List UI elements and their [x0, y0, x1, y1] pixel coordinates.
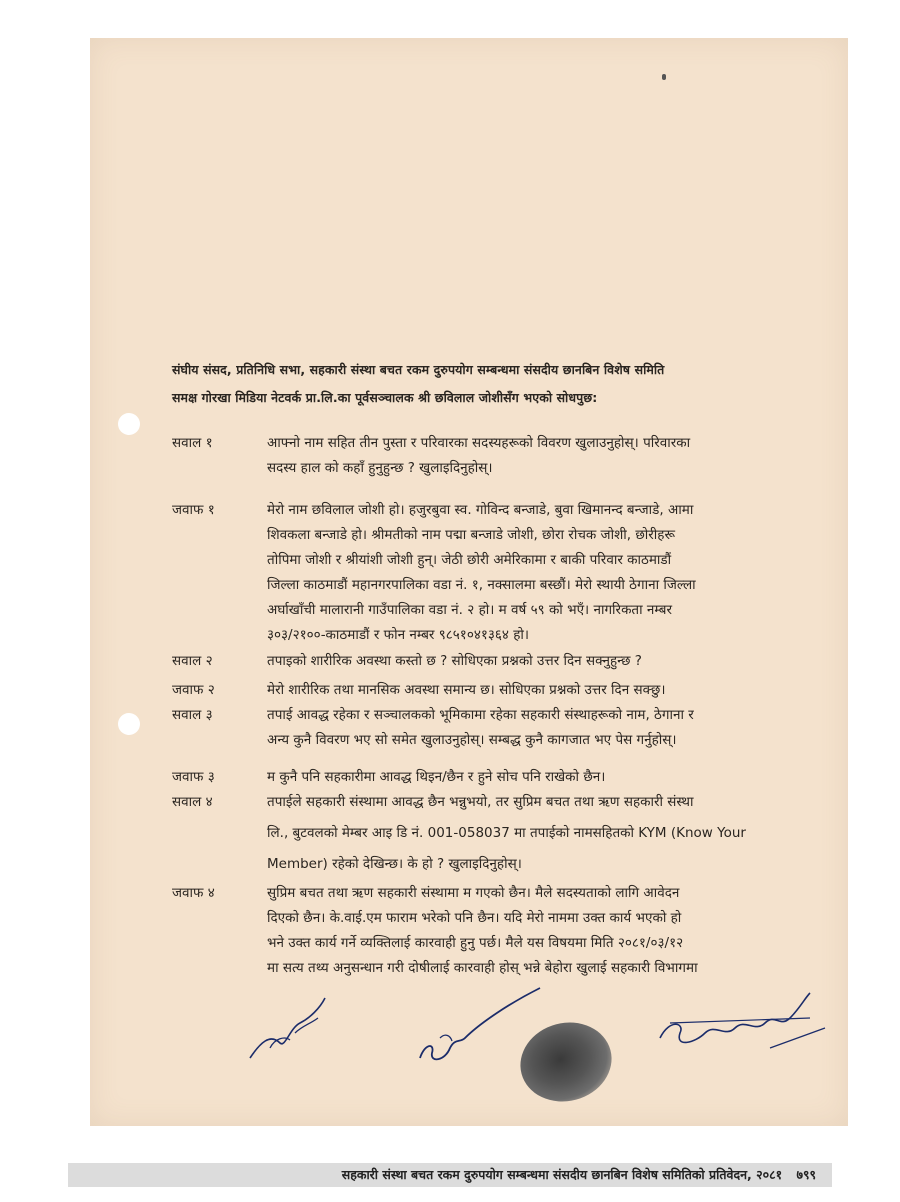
- qa-label: सवाल १: [172, 435, 213, 451]
- signature-left: [240, 988, 340, 1068]
- punch-hole-top: [118, 413, 140, 435]
- paper-speck: [662, 74, 666, 80]
- qa-label: सवाल ३: [172, 707, 213, 723]
- footer-text-wrapper: [342, 1166, 816, 1183]
- heading-line-1: संघीय संसद, प्रतिनिधि सभा, सहकारी संस्था बचत रकम दुरुपयोग सम्बन्धमा संसदीय छानबिन विशेष समिति: [172, 362, 665, 377]
- qa-line: सदस्य हाल को कहाँ हुनुहुन्छ ? खुलाइदिनुहोस्।: [267, 460, 493, 476]
- qa-label: जवाफ १: [172, 502, 215, 518]
- qa-line: Member) रहेको देखिन्छ। के हो ? खुलाइदिनुहोस्।: [267, 856, 522, 872]
- qa-line: तपाईले सहकारी संस्थामा आवद्ध छैन भन्नुभयो, तर सुप्रिम बचत तथा ऋण सहकारी संस्था: [267, 794, 694, 810]
- page-number: ७९९: [796, 1167, 816, 1182]
- qa-line: मेरो शारीरिक तथा मानसिक अवस्था समान्य छ। सोधिएका प्रश्नको उत्तर दिन सक्छु।: [267, 682, 666, 698]
- qa-line: तोपिमा जोशी र श्रीयांशी जोशी हुन्। जेठी छोरी अमेरिकामा र बाकी परिवार काठमाडौं: [267, 552, 672, 568]
- qa-line: शिवकला बन्जाडे हो। श्रीमतीको नाम पद्मा बन्जाडे जोशी, छोरा रोचक जोशी, छोरीहरू: [267, 527, 675, 543]
- qa-line: भने उक्त कार्य गर्ने व्यक्तिलाई कारवाही हुनु पर्छ। मैले यस विषयमा मिति २०८१/०३/१२: [267, 935, 684, 951]
- qa-label: जवाफ ४: [172, 885, 215, 901]
- qa-line: ३०३/२१००-काठमाडौं र फोन नम्बर ९८५१०४१३६४ हो।: [267, 627, 530, 643]
- qa-label: सवाल ४: [172, 794, 213, 810]
- document-heading: [172, 356, 812, 412]
- qa-line: म कुनै पनि सहकारीमा आवद्ध थिइन/छैन र हुने सोच पनि राखेको छैन।: [267, 769, 606, 785]
- qa-line: तपाइको शारीरिक अवस्था कस्तो छ ? सोधिएका प्रश्नको उत्तर दिन सक्नुहुन्छ ?: [267, 653, 642, 669]
- page-footer: [68, 1163, 832, 1187]
- qa-line: अन्य कुनै विवरण भए सो समेत खुलाउनुहोस्। सम्बद्ध कुनै कागजात भए पेस गर्नुहोस्।: [267, 732, 677, 748]
- qa-line: जिल्ला काठमाडौं महानगरपालिका वडा नं. १, नक्सालमा बस्छौं। मेरो स्थायी ठेगाना जिल्ला: [267, 577, 696, 593]
- footer-title: सहकारी संस्था बचत रकम दुरुपयोग सम्बन्धमा संसदीय छानबिन विशेष समितिको प्रतिवेदन, २०८१: [341, 1167, 783, 1182]
- signature-right: [650, 988, 830, 1068]
- qa-line: मेरो नाम छविलाल जोशी हो। हजुरबुवा स्व. गोविन्द बन्जाडे, बुवा खिमानन्द बन्जाडे, आमा: [267, 502, 694, 518]
- qa-line: मा सत्य तथ्य अनुसन्धान गरी दोषीलाई कारवाही होस् भन्ने बेहोरा खुलाई सहकारी विभागमा: [267, 960, 698, 976]
- qa-label: सवाल २: [172, 653, 213, 669]
- document-page: [90, 38, 848, 1126]
- qa-line: लि., बुटवलको मेम्बर आइ डि नं. 001-058037 मा तपाईको नामसहितको KYM (Know Your: [267, 825, 746, 841]
- qa-line: अर्घाखाँची मालारानी गाउँपालिका वडा नं. २ हो। म वर्ष ५९ को भएँ। नागरिकता नम्बर: [267, 602, 673, 618]
- qa-line: सुप्रिम बचत तथा ऋण सहकारी संस्थामा म गएको छैन। मैले सदस्यताको लागि आवेदन: [267, 885, 680, 901]
- qa-line: आफ्नो नाम सहित तीन पुस्ता र परिवारका सदस्यहरूको विवरण खुलाउनुहोस्। परिवारका: [267, 435, 691, 451]
- heading-line-2: समक्ष गोरखा मिडिया नेटवर्क प्रा.लि.का पूर्वसञ्चालक श्री छविलाल जोशीसँग भएको सोधपुछ:: [172, 390, 598, 405]
- qa-line: तपाई आवद्ध रहेका र सञ्चालकको भूमिकामा रहेका सहकारी संस्थाहरूको नाम, ठेगाना र: [267, 707, 694, 723]
- qa-label: जवाफ ३: [172, 769, 215, 785]
- qa-label: जवाफ २: [172, 682, 215, 698]
- qa-line: दिएको छैन। के.वाई.एम फाराम भरेको पनि छैन। यदि मेरो नाममा उक्त कार्य भएको हो: [267, 910, 682, 926]
- punch-hole-bottom: [118, 713, 140, 735]
